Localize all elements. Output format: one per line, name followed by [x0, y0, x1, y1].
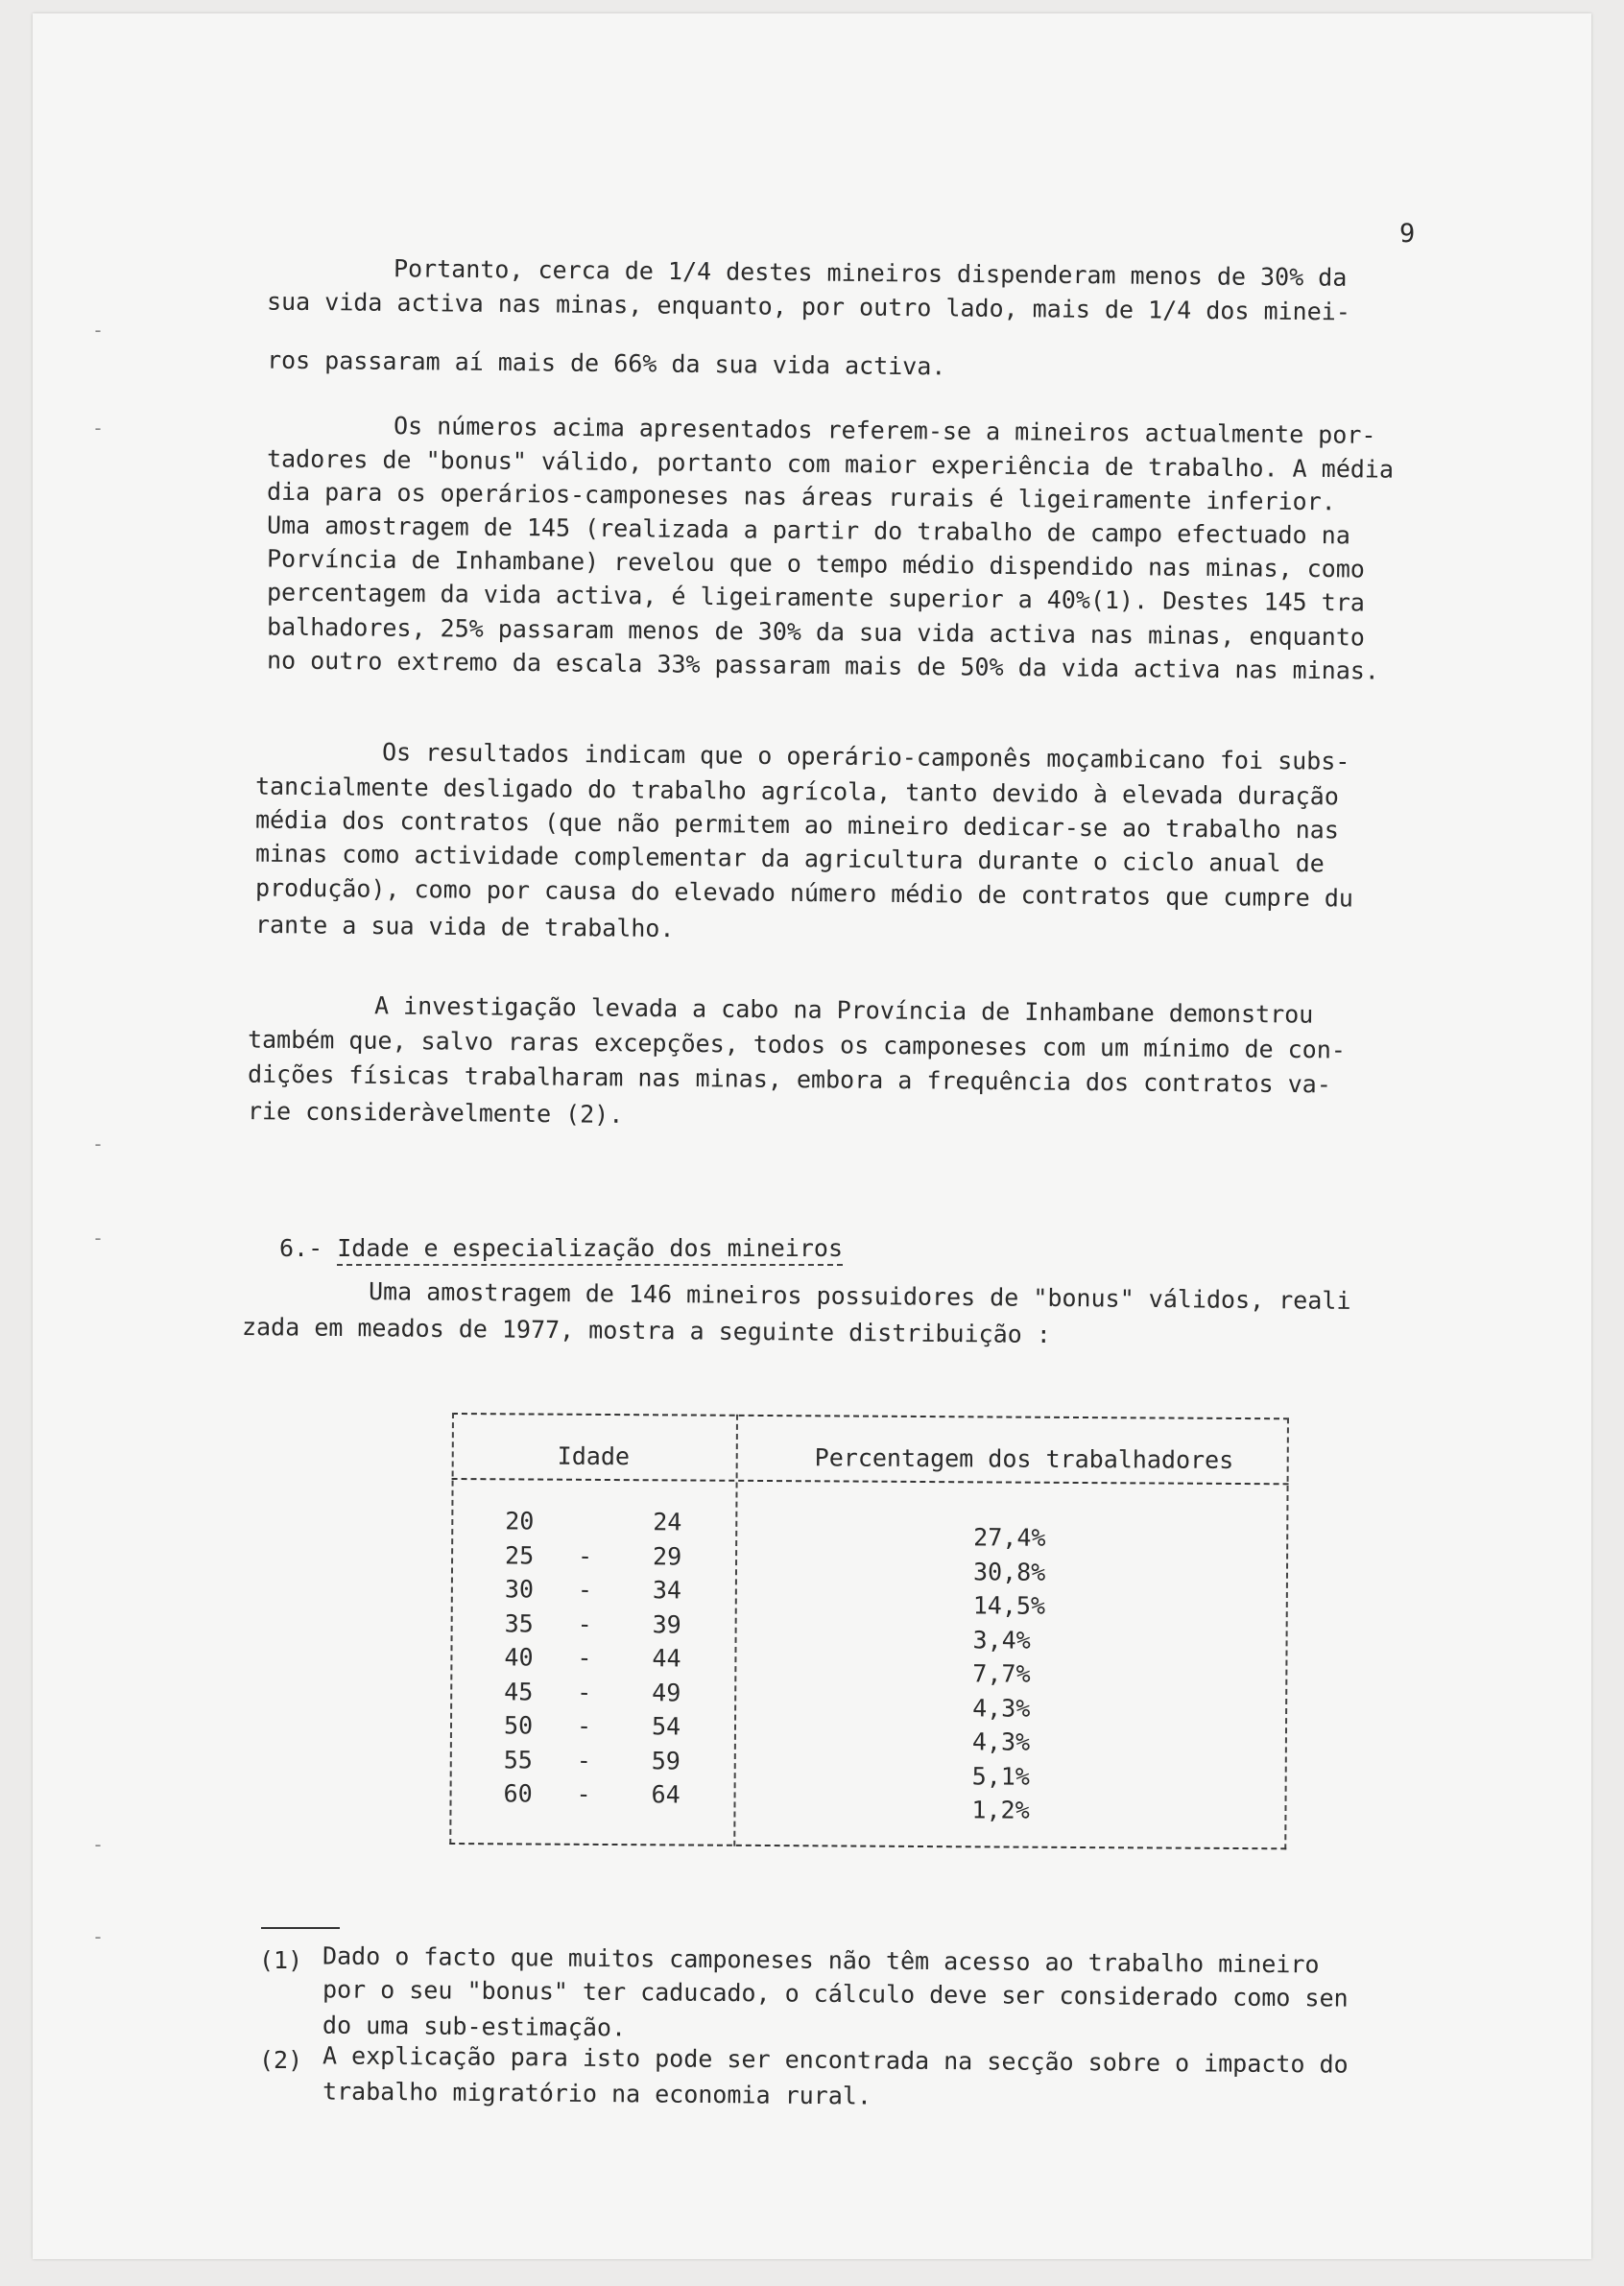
age-from: 40 [504, 1643, 534, 1672]
text-line: no outro extremo da escala 33% passaram mais de 50% da vida activa nas minas. [266, 646, 1380, 685]
text-line: Portanto, cerca de 1/4 destes mineiros dispenderam menos de 30% da [393, 254, 1348, 292]
age-sep: - [578, 1541, 593, 1570]
table-rule [452, 1413, 1289, 1419]
text-line: dições físicas trabalharam nas minas, embora a frequência dos contratos va- [247, 1060, 1331, 1099]
age-to: 49 [652, 1679, 681, 1707]
percentage-value: 7,7% [972, 1659, 1031, 1688]
text-line: balhadores, 25% passaram menos de 30% da sua vida activa nas minas, enquanto [266, 612, 1366, 652]
age-to: 44 [652, 1644, 681, 1673]
text-line: dia para os operários-camponeses nas áreas rurais é ligeiramente inferior. [266, 477, 1336, 516]
margin-mark: - [92, 319, 105, 342]
page-number: 9 [1399, 219, 1416, 249]
age-sep: - [576, 1779, 591, 1808]
table-rule [449, 1413, 454, 1845]
section-title: Idade e especialização dos mineiros [337, 1234, 843, 1266]
age-to: 34 [652, 1576, 682, 1605]
age-sep: - [576, 1711, 592, 1740]
age-from: 60 [503, 1779, 533, 1808]
text-line: ros passaram aí mais de 66% da sua vida activa. [266, 345, 946, 381]
percentage-value: 3,4% [972, 1626, 1031, 1655]
age-to: 64 [651, 1780, 681, 1809]
age-from: 35 [504, 1609, 534, 1638]
footnote-mark: (1) [259, 1946, 303, 1974]
percentage-value: 4,3% [971, 1727, 1031, 1756]
age-sep: - [577, 1609, 592, 1638]
margin-mark: - [92, 1132, 105, 1155]
table-header-percentage: Percentagem dos trabalhadores [814, 1443, 1234, 1474]
section-intro-line: Uma amostragem de 146 mineiros possuidores de "bonus" válidos, reali [368, 1277, 1351, 1315]
percentage-value: 27,4% [973, 1523, 1046, 1552]
age-sep: - [577, 1678, 592, 1706]
percentage-value: 30,8% [972, 1558, 1046, 1586]
text-line: Os resultados indicam que o operário-camponês moçambicano foi subs- [381, 738, 1350, 775]
text-line: Uma amostragem de 145 (realizada a partir do trabalho de campo efectuado na [266, 511, 1350, 550]
text-line: sua vida activa nas minas, enquanto, por outro lado, mais de 1/4 dos minei- [266, 287, 1350, 326]
text-line: média dos contratos (que não permitem ao mineiro dedicar-se ao trabalho nas [254, 805, 1339, 845]
age-from: 45 [504, 1678, 534, 1706]
footnote-line: trabalho migratório na economia rural. [322, 2077, 872, 2110]
text-line: Os números acima apresentados referem-se a mineiros actualmente por- [393, 412, 1376, 449]
percentage-value: 5,1% [971, 1762, 1031, 1791]
age-from: 20 [505, 1507, 535, 1536]
margin-mark: - [92, 1925, 105, 1948]
age-sep: - [577, 1643, 592, 1672]
footnote-separator [261, 1927, 340, 1929]
footnote-line: Dado o facto que muitos camponeses não têm acesso ao trabalho mineiro [322, 1941, 1320, 1979]
section-intro-line: zada em meados de 1977, mostra a seguinte distribuição : [241, 1312, 1051, 1349]
age-sep: - [576, 1746, 591, 1774]
table-header-age: Idade [557, 1441, 631, 1471]
percentage-value: 14,5% [972, 1591, 1046, 1620]
table-rule [452, 1478, 1289, 1485]
percentage-value: 1,2% [971, 1796, 1030, 1824]
footnote-line: por o seu "bonus" ter caducado, o cálculo deve ser considerado como sen [322, 1975, 1349, 2012]
margin-mark: - [92, 1226, 105, 1250]
text-line: também que, salvo raras excepções, todos os camponeses com um mínimo de con- [247, 1025, 1347, 1064]
percentage-value: 4,3% [972, 1694, 1031, 1723]
section-number: 6.- [279, 1234, 323, 1262]
text-line: minas como actividade complementar da agricultura durante o ciclo anual de [254, 839, 1325, 878]
age-distribution-table [449, 1413, 1289, 1849]
footnote-line: do uma sub-estimação. [322, 2011, 627, 2042]
age-to: 24 [653, 1508, 682, 1536]
document-page [33, 13, 1591, 2259]
text-line: percentagem da vida activa, é ligeiramente superior a 40%(1). Destes 145 tra [266, 578, 1366, 617]
table-rule [449, 1843, 1286, 1849]
age-to: 29 [653, 1542, 682, 1571]
age-to: 59 [651, 1747, 681, 1775]
age-from: 30 [504, 1575, 535, 1604]
age-from: 50 [503, 1711, 534, 1740]
section-heading [279, 1234, 843, 1263]
text-line: A investigação levada a cabo na Província de Inhambane demonstrou [373, 991, 1314, 1029]
age-from: 55 [503, 1746, 533, 1774]
footnote-mark: (2) [259, 2046, 303, 2074]
age-to: 39 [652, 1610, 681, 1639]
text-line: tancialmente desligado do trabalho agrícola, tanto devido à elevada duração [254, 772, 1339, 811]
text-line: Porvíncia de Inhambane) revelou que o tempo médio dispendido nas minas, como [266, 544, 1366, 583]
text-line: rie consideràvelmente (2). [247, 1097, 624, 1129]
age-to: 54 [651, 1712, 681, 1741]
margin-mark: - [92, 417, 105, 440]
age-sep: - [577, 1575, 593, 1604]
text-line: rante a sua vida de trabalho. [254, 910, 675, 943]
footnote-line: A explicação para isto pode ser encontrada na secção sobre o impacto do [322, 2041, 1349, 2079]
text-line: produção), como por causa do elevado número médio de contratos que cumpre du [254, 873, 1354, 913]
age-from: 25 [505, 1541, 535, 1570]
margin-mark: - [92, 1833, 105, 1856]
text-line: tadores de "bonus" válido, portanto com maior experiência de trabalho. A média [266, 444, 1395, 484]
